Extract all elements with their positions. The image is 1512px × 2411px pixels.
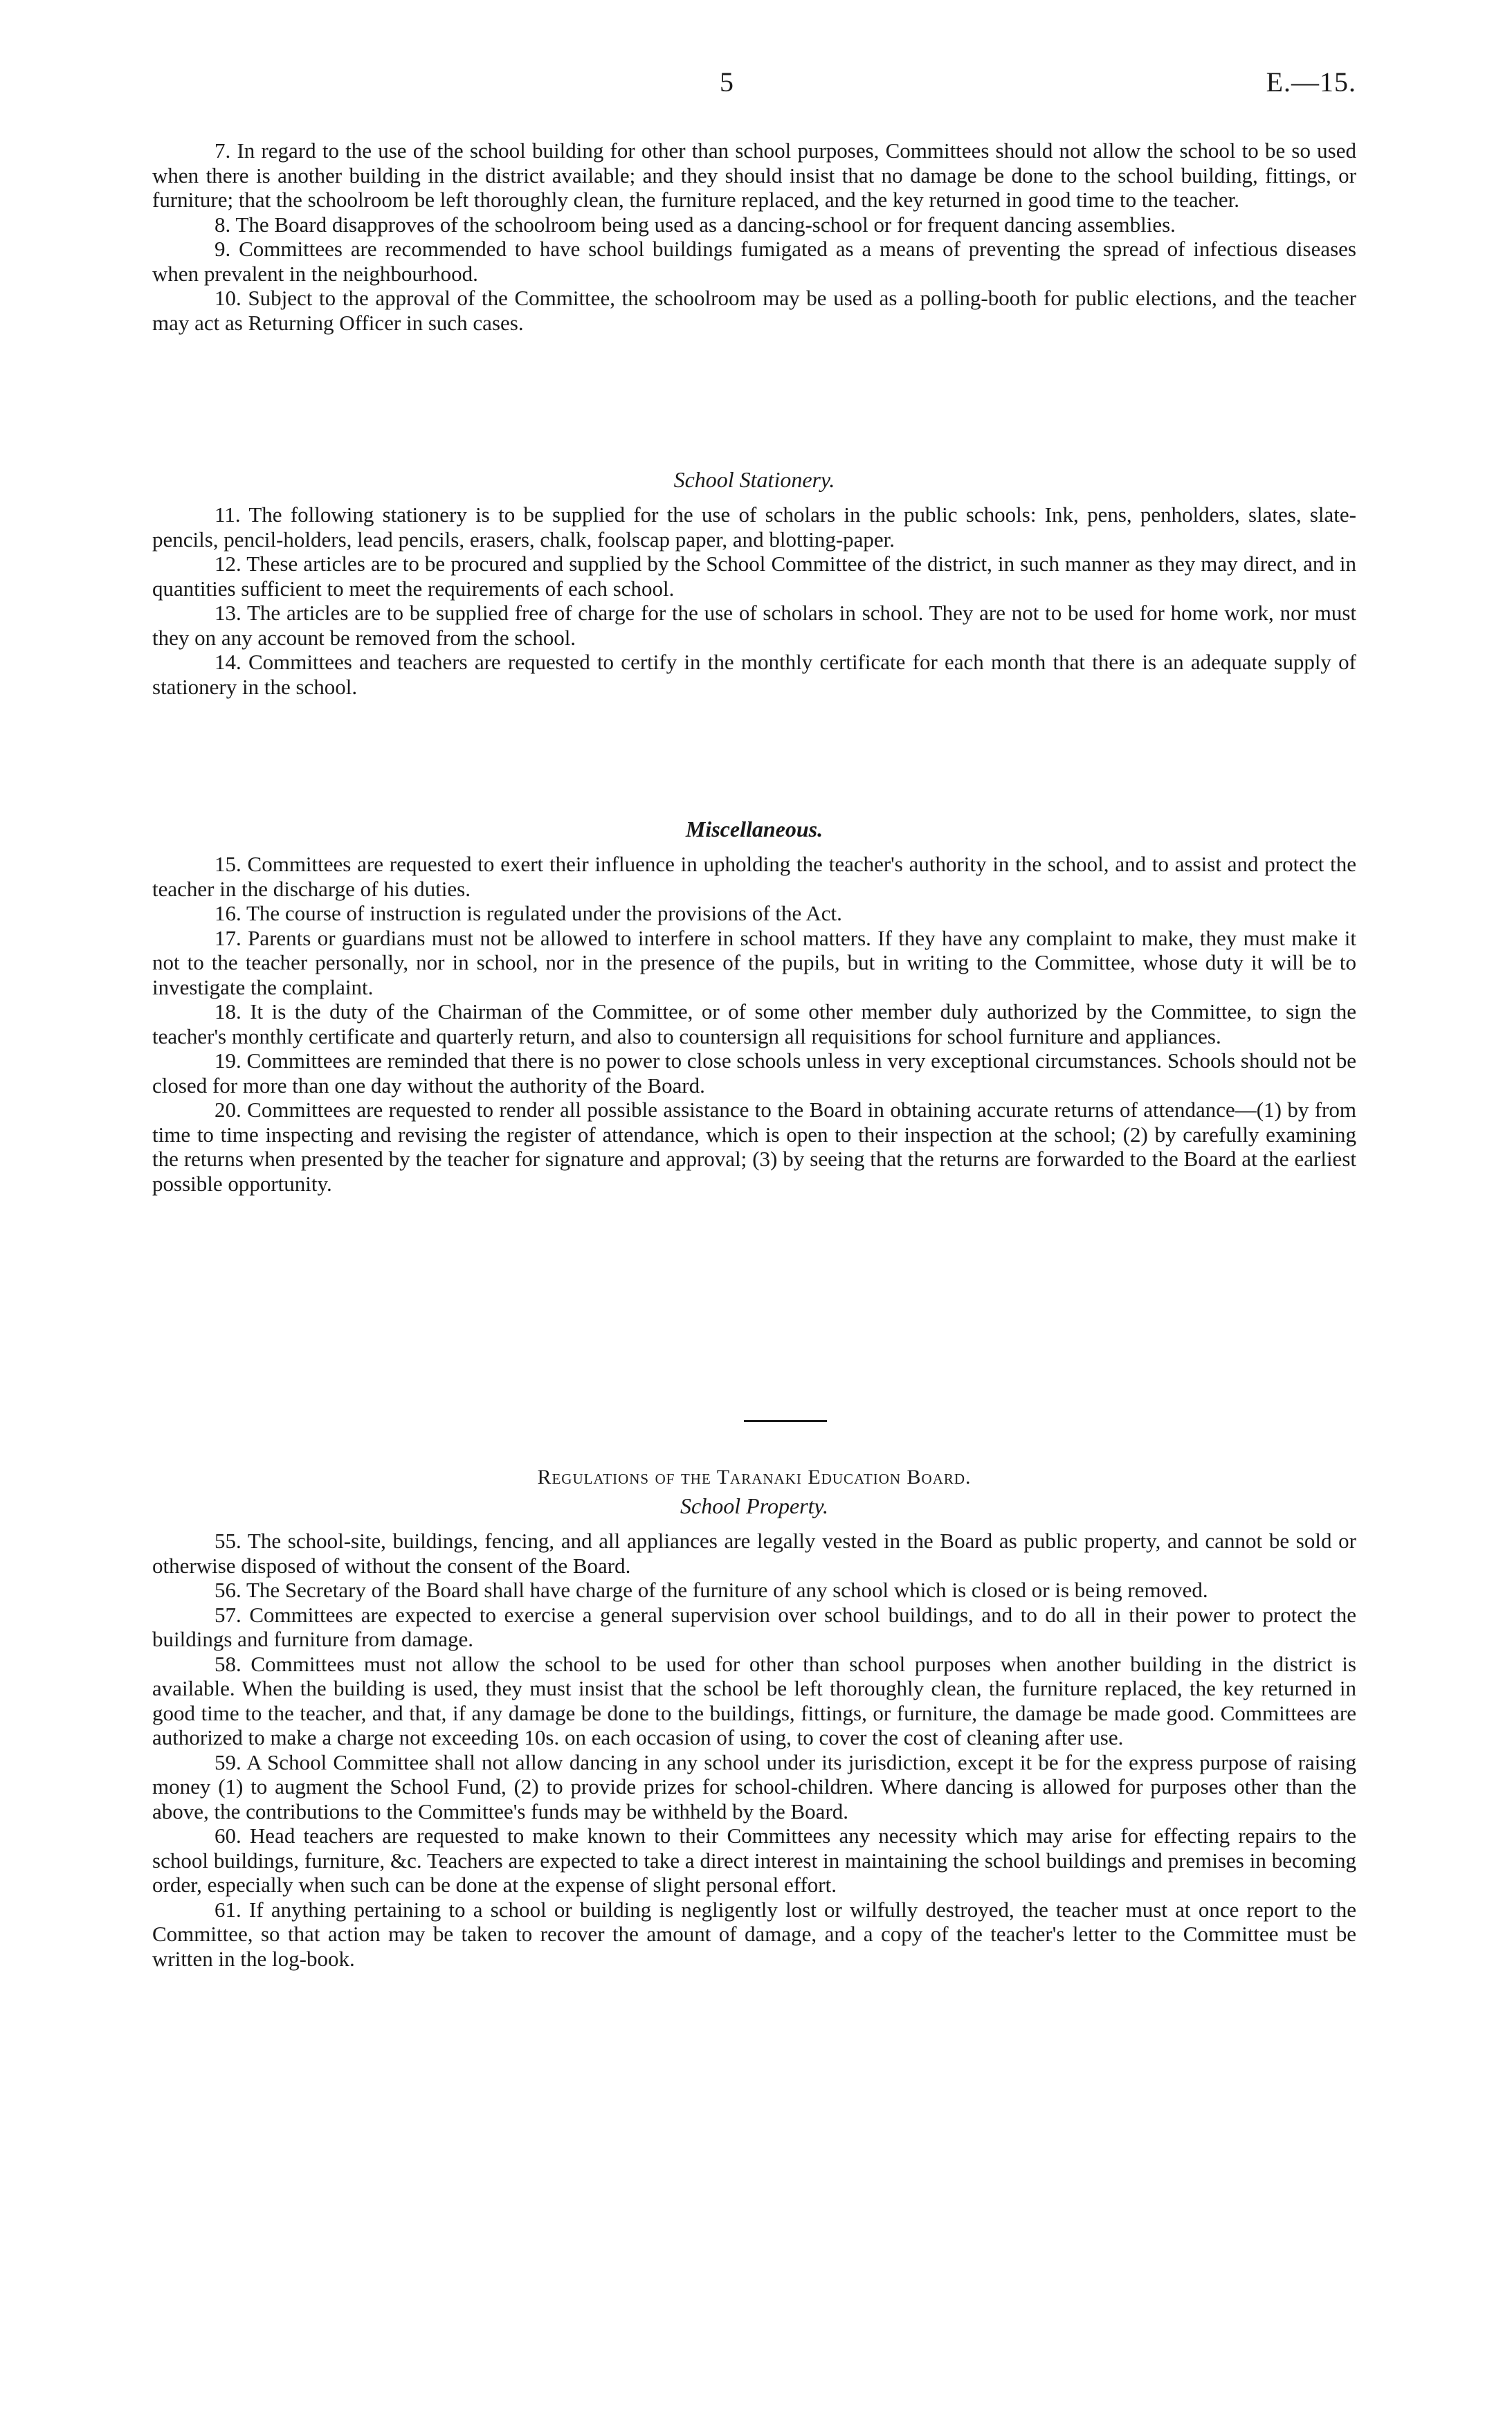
section-divider [744, 1420, 827, 1422]
paragraph-16: 16. The course of instruction is regulated under the provisions of the Act. [215, 901, 842, 925]
paragraph-14: 14. Committees and teachers are requested to certify in the monthly certificate for each month that there is an adequate supply of stationery in the school. [152, 650, 1356, 699]
heading-taranaki-regulations: Regulations of the Taranaki Education Board. [537, 1466, 972, 1489]
paragraph-58: 58. Committees must not allow the school to be used for other than school purposes when another building in the district is available. When the building is used, they must insist that the school be left thoroughly clean, the furniture replaced, the key returned in good time to the teacher, and that, if any damage be done to the buildings, fittings, or furniture, the damage be made good. Committees are authorized to make a charge not exceeding 10s. on each occasion of using, to cover the cost of cleaning after use. [152, 1651, 1356, 1749]
paragraph-55: 55. The school-site, buildings, fencing, and all appliances are legally vested in the Board as public property, and cannot be sold or otherwise disposed of without the consent of the Board. [152, 1529, 1356, 1578]
paragraph-19: 19. Committees are reminded that there is no power to close schools unless in very exceptional circumstances. Schools should not be closed for more than one day without the authority of the Board. [152, 1048, 1356, 1098]
page-header [152, 66, 1356, 107]
paragraph-56: 56. The Secretary of the Board shall have charge of the furniture of any school which is closed or is being removed. [215, 1578, 1208, 1602]
paragraph-61: 61. If anything pertaining to a school or building is negligently lost or wilfully destroyed, the teacher must at once report to the Committee, so that action may be taken to recover the amount of damage, and a copy of the teacher's letter to the Committee must be written in the log-book. [152, 1897, 1356, 1971]
section-taranaki-regulations [152, 1466, 1356, 1971]
paragraph-57: 57. Committees are expected to exercise a general supervision over school buildings, and to do all in their power to protect the buildings and furniture from damage. [152, 1602, 1356, 1651]
paragraph-18: 18. It is the duty of the Chairman of the Committee, or of some other member duly authorized by the Committee, to sign the teacher's monthly certificate and quarterly return, and also to countersign all requisitions for school furniture and appliances. [152, 999, 1356, 1048]
paragraph-7: 7. In regard to the use of the school building for other than school purposes, Committees should not allow the school to be so used when there is another building in the district available; and they should insist that no damage be done to the school building, fittings, or furniture; that the schoolroom be left thoroughly clean, the furniture replaced, and the key returned in good time to the teacher. [152, 138, 1356, 212]
heading-miscellaneous: Miscellaneous. [685, 817, 823, 841]
section-school-stationery [152, 467, 1356, 699]
paragraph-11: 11. The following stationery is to be supplied for the use of scholars in the public schools: Ink, pens, penholders, slates, slate-pencils, pencil-holders, lead pencils, erasers, chalk, foolscap paper, and blotting-paper. [152, 502, 1356, 552]
paragraph-12: 12. These articles are to be procured and supplied by the School Committee of the district, in such manner as they may direct, and in quantities sufficient to meet the requirements of each school. [152, 552, 1356, 601]
paragraph-60: 60. Head teachers are requested to make known to their Committees any necessity which may arise for effecting repairs to the school buildings, furniture, &c. Teachers are expected to take a direct interest in maintaining the school buildings and premises in becoming order, especially when such can be done at the expense of slight personal effort. [152, 1823, 1356, 1897]
paragraph-15: 15. Committees are requested to exert their influence in upholding the teacher's authority in the school, and to assist and protect the teacher in the discharge of his duties. [152, 852, 1356, 901]
paragraph-8: 8. The Board disapproves of the schoolroom being used as a dancing-school or for frequent dancing assemblies. [215, 212, 1176, 237]
page-reference: E.—15. [1266, 66, 1356, 98]
section-miscellaneous [152, 817, 1356, 1196]
paragraph-20: 20. Committees are requested to render all possible assistance to the Board in obtaining accurate returns of attendance—(1) by from time to time inspecting and revising the register of attendance, which is open to their inspection at the school; (2) by carefully examining the returns when presented by the teacher for signature and approval; (3) by seeing that the returns are forwarded to the Board at the earliest possible opportunity. [152, 1098, 1356, 1196]
paragraph-59: 59. A School Committee shall not allow dancing in any school under its jurisdiction, except it be for the express purpose of raising money (1) to augment the School Fund, (2) to provide prizes for school-children. Where dancing is allowed for purposes other than the above, the contributions to the Committee's funds may be withheld by the Board. [152, 1749, 1356, 1823]
section-building-use [152, 138, 1356, 335]
page-number: 5 [720, 66, 734, 98]
heading-school-property: School Property. [680, 1493, 828, 1518]
paragraph-9: 9. Committees are recommended to have school buildings fumigated as a means of preventing the spread of infectious diseases when prevalent in the neighbourhood. [152, 237, 1356, 286]
paragraph-10: 10. Subject to the approval of the Committee, the schoolroom may be used as a polling-booth for public elections, and the teacher may act as Returning Officer in such cases. [152, 286, 1356, 335]
heading-school-stationery: School Stationery. [673, 467, 835, 492]
paragraph-13: 13. The articles are to be supplied free of charge for the use of scholars in school. They are not to be used for home work, nor must they on any account be removed from the school. [152, 601, 1356, 650]
paragraph-17: 17. Parents or guardians must not be allowed to interfere in school matters. If they have any complaint to make, they must make it not to the teacher personally, nor in school, nor in the presence of the pupils, but in writing to the Committee, whose duty it will be to investigate the complaint. [152, 925, 1356, 999]
document-page [152, 0, 1356, 2411]
